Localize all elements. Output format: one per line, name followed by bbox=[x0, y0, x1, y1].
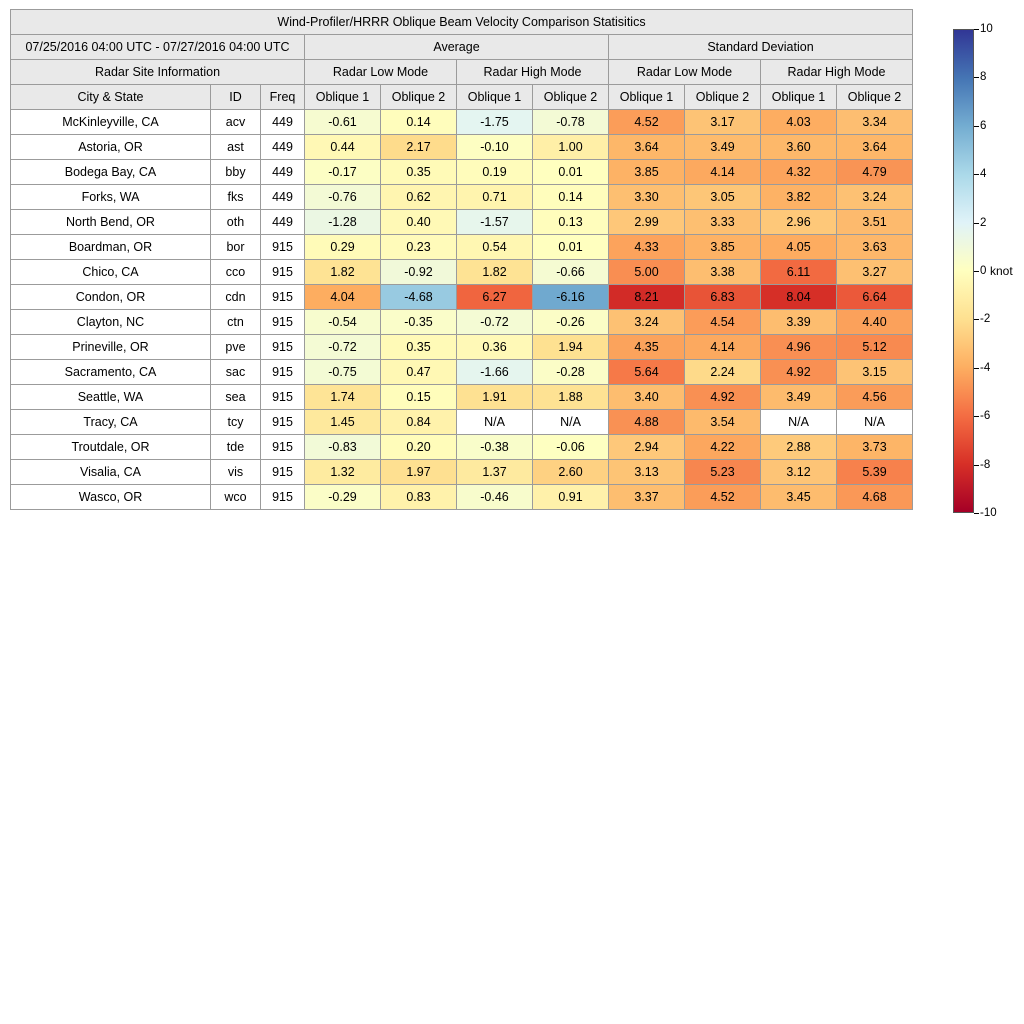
cell-value: -0.38 bbox=[457, 435, 533, 460]
cell-value: 3.15 bbox=[837, 360, 913, 385]
cell-value: 1.00 bbox=[533, 135, 609, 160]
cell-freq: 915 bbox=[261, 335, 305, 360]
cell-value: 0.62 bbox=[381, 185, 457, 210]
cell-value: -0.54 bbox=[305, 310, 381, 335]
cell-value: 6.64 bbox=[837, 285, 913, 310]
cell-value: 4.40 bbox=[837, 310, 913, 335]
cell-value: 3.13 bbox=[609, 460, 685, 485]
cell-value: 0.01 bbox=[533, 160, 609, 185]
table-row bbox=[11, 310, 913, 335]
cell-value: 3.49 bbox=[685, 135, 761, 160]
cell-city: Forks, WA bbox=[11, 185, 211, 210]
cell-value: 3.85 bbox=[609, 160, 685, 185]
column-header-avg-high-o1: Oblique 1 bbox=[457, 85, 533, 110]
table-row bbox=[11, 410, 913, 435]
cell-value: 4.88 bbox=[609, 410, 685, 435]
cell-freq: 915 bbox=[261, 285, 305, 310]
mode-header-sd-high: Radar High Mode bbox=[761, 60, 913, 85]
cell-value: 0.20 bbox=[381, 435, 457, 460]
column-header-city: City & State bbox=[11, 85, 211, 110]
cell-value: 3.38 bbox=[685, 260, 761, 285]
cell-id: ctn bbox=[211, 310, 261, 335]
cell-value: 3.24 bbox=[609, 310, 685, 335]
table-row bbox=[11, 360, 913, 385]
cell-value: -4.68 bbox=[381, 285, 457, 310]
cell-value: 0.91 bbox=[533, 485, 609, 510]
colorbar-tick-label: 8 bbox=[980, 71, 987, 84]
cell-value: 3.27 bbox=[837, 260, 913, 285]
table-row bbox=[11, 285, 913, 310]
cell-value: 1.74 bbox=[305, 385, 381, 410]
cell-value: -0.29 bbox=[305, 485, 381, 510]
cell-id: vis bbox=[211, 460, 261, 485]
cell-value: 2.99 bbox=[609, 210, 685, 235]
cell-value: 1.94 bbox=[533, 335, 609, 360]
cell-value: N/A bbox=[761, 410, 837, 435]
cell-value: N/A bbox=[457, 410, 533, 435]
cell-id: oth bbox=[211, 210, 261, 235]
group-header-site-info: Radar Site Information bbox=[11, 60, 305, 85]
cell-value: 4.96 bbox=[761, 335, 837, 360]
cell-value: 4.68 bbox=[837, 485, 913, 510]
colorbar bbox=[953, 29, 974, 513]
table-row bbox=[11, 460, 913, 485]
cell-value: -0.10 bbox=[457, 135, 533, 160]
cell-value: -0.17 bbox=[305, 160, 381, 185]
cell-value: 3.60 bbox=[761, 135, 837, 160]
cell-value: 3.17 bbox=[685, 110, 761, 135]
cell-value: 0.44 bbox=[305, 135, 381, 160]
cell-value: 0.36 bbox=[457, 335, 533, 360]
cell-value: 3.30 bbox=[609, 185, 685, 210]
group-header-stddev: Standard Deviation bbox=[609, 35, 913, 60]
cell-value: 8.21 bbox=[609, 285, 685, 310]
page-title: Wind-Profiler/HRRR Oblique Beam Velocity Comparison Statisitics bbox=[11, 10, 913, 35]
colorbar-tick-label: 6 bbox=[980, 119, 987, 132]
cell-freq: 915 bbox=[261, 435, 305, 460]
colorbar-tick-label: 2 bbox=[980, 216, 987, 229]
cell-value: 2.24 bbox=[685, 360, 761, 385]
mode-header-avg-low: Radar Low Mode bbox=[305, 60, 457, 85]
table-row bbox=[11, 110, 913, 135]
colorbar-tick-label: 10 bbox=[980, 23, 993, 35]
cell-value: 6.83 bbox=[685, 285, 761, 310]
cell-value: 0.13 bbox=[533, 210, 609, 235]
cell-value: 0.29 bbox=[305, 235, 381, 260]
colorbar-label: knot bbox=[990, 264, 1013, 278]
cell-value: 3.12 bbox=[761, 460, 837, 485]
cell-value: -0.76 bbox=[305, 185, 381, 210]
statistics-table bbox=[10, 9, 913, 510]
column-header-row bbox=[11, 85, 913, 110]
period-label: 07/25/2016 04:00 UTC - 07/27/2016 04:00 UTC bbox=[11, 35, 305, 60]
cell-value: 0.35 bbox=[381, 335, 457, 360]
cell-value: 1.45 bbox=[305, 410, 381, 435]
cell-value: 0.83 bbox=[381, 485, 457, 510]
cell-freq: 915 bbox=[261, 385, 305, 410]
cell-value: -0.35 bbox=[381, 310, 457, 335]
table-row bbox=[11, 210, 913, 235]
cell-id: cdn bbox=[211, 285, 261, 310]
cell-city: Visalia, CA bbox=[11, 460, 211, 485]
cell-value: 2.60 bbox=[533, 460, 609, 485]
cell-id: cco bbox=[211, 260, 261, 285]
cell-value: -0.72 bbox=[457, 310, 533, 335]
colorbar-tick-label: -8 bbox=[980, 458, 991, 471]
cell-city: Troutdale, OR bbox=[11, 435, 211, 460]
cell-value: 0.54 bbox=[457, 235, 533, 260]
cell-value: 4.04 bbox=[305, 285, 381, 310]
column-header-sd-low-o1: Oblique 1 bbox=[609, 85, 685, 110]
cell-freq: 915 bbox=[261, 235, 305, 260]
table-row bbox=[11, 185, 913, 210]
cell-value: 4.92 bbox=[761, 360, 837, 385]
cell-value: 3.54 bbox=[685, 410, 761, 435]
cell-id: bor bbox=[211, 235, 261, 260]
cell-city: Astoria, OR bbox=[11, 135, 211, 160]
cell-freq: 449 bbox=[261, 185, 305, 210]
cell-city: Seattle, WA bbox=[11, 385, 211, 410]
cell-city: Boardman, OR bbox=[11, 235, 211, 260]
cell-value: 1.82 bbox=[305, 260, 381, 285]
cell-id: ast bbox=[211, 135, 261, 160]
cell-freq: 449 bbox=[261, 210, 305, 235]
colorbar-tick-label: 0 bbox=[980, 265, 987, 277]
cell-value: -0.83 bbox=[305, 435, 381, 460]
table-row bbox=[11, 260, 913, 285]
cell-value: 3.64 bbox=[837, 135, 913, 160]
cell-value: 3.34 bbox=[837, 110, 913, 135]
cell-value: 6.11 bbox=[761, 260, 837, 285]
cell-value: 3.85 bbox=[685, 235, 761, 260]
cell-freq: 449 bbox=[261, 135, 305, 160]
column-header-sd-high-o1: Oblique 1 bbox=[761, 85, 837, 110]
cell-value: 3.24 bbox=[837, 185, 913, 210]
cell-value: -1.75 bbox=[457, 110, 533, 135]
cell-value: 1.88 bbox=[533, 385, 609, 410]
cell-city: Prineville, OR bbox=[11, 335, 211, 360]
cell-value: 3.39 bbox=[761, 310, 837, 335]
cell-value: 5.00 bbox=[609, 260, 685, 285]
cell-value: -0.28 bbox=[533, 360, 609, 385]
cell-value: 4.54 bbox=[685, 310, 761, 335]
cell-city: Clayton, NC bbox=[11, 310, 211, 335]
cell-value: 4.79 bbox=[837, 160, 913, 185]
cell-value: 0.47 bbox=[381, 360, 457, 385]
cell-value: -0.92 bbox=[381, 260, 457, 285]
cell-value: 3.37 bbox=[609, 485, 685, 510]
cell-city: Sacramento, CA bbox=[11, 360, 211, 385]
column-header-sd-low-o2: Oblique 2 bbox=[685, 85, 761, 110]
cell-id: sac bbox=[211, 360, 261, 385]
cell-value: 0.01 bbox=[533, 235, 609, 260]
table-row bbox=[11, 485, 913, 510]
cell-value: 1.32 bbox=[305, 460, 381, 485]
table-row bbox=[11, 435, 913, 460]
cell-value: 2.17 bbox=[381, 135, 457, 160]
table-title-row bbox=[11, 10, 913, 35]
cell-value: 4.32 bbox=[761, 160, 837, 185]
cell-freq: 915 bbox=[261, 310, 305, 335]
cell-value: 2.88 bbox=[761, 435, 837, 460]
cell-value: 0.15 bbox=[381, 385, 457, 410]
column-header-freq: Freq bbox=[261, 85, 305, 110]
cell-id: fks bbox=[211, 185, 261, 210]
cell-value: 0.14 bbox=[381, 110, 457, 135]
table-row bbox=[11, 235, 913, 260]
cell-value: -0.78 bbox=[533, 110, 609, 135]
cell-value: 0.14 bbox=[533, 185, 609, 210]
cell-city: Tracy, CA bbox=[11, 410, 211, 435]
cell-id: tde bbox=[211, 435, 261, 460]
cell-value: 4.14 bbox=[685, 335, 761, 360]
cell-value: 3.05 bbox=[685, 185, 761, 210]
cell-value: 0.40 bbox=[381, 210, 457, 235]
cell-value: 4.22 bbox=[685, 435, 761, 460]
cell-id: acv bbox=[211, 110, 261, 135]
cell-value: 3.82 bbox=[761, 185, 837, 210]
colorbar-tick-label: -6 bbox=[980, 410, 991, 423]
cell-value: 5.23 bbox=[685, 460, 761, 485]
column-header-avg-low-o2: Oblique 2 bbox=[381, 85, 457, 110]
cell-city: Bodega Bay, CA bbox=[11, 160, 211, 185]
column-header-sd-high-o2: Oblique 2 bbox=[837, 85, 913, 110]
cell-value: -1.57 bbox=[457, 210, 533, 235]
cell-value: 0.71 bbox=[457, 185, 533, 210]
cell-value: 3.64 bbox=[609, 135, 685, 160]
cell-value: 4.35 bbox=[609, 335, 685, 360]
cell-value: 0.23 bbox=[381, 235, 457, 260]
cell-city: North Bend, OR bbox=[11, 210, 211, 235]
cell-value: 3.49 bbox=[761, 385, 837, 410]
group-header-row bbox=[11, 35, 913, 60]
cell-value: 3.73 bbox=[837, 435, 913, 460]
cell-value: 4.33 bbox=[609, 235, 685, 260]
mode-header-avg-high: Radar High Mode bbox=[457, 60, 609, 85]
cell-value: 1.82 bbox=[457, 260, 533, 285]
column-header-avg-high-o2: Oblique 2 bbox=[533, 85, 609, 110]
cell-value: 3.40 bbox=[609, 385, 685, 410]
cell-value: 4.03 bbox=[761, 110, 837, 135]
cell-value: -1.28 bbox=[305, 210, 381, 235]
cell-freq: 915 bbox=[261, 410, 305, 435]
cell-value: 5.12 bbox=[837, 335, 913, 360]
cell-value: 5.64 bbox=[609, 360, 685, 385]
cell-value: -0.66 bbox=[533, 260, 609, 285]
cell-freq: 915 bbox=[261, 485, 305, 510]
cell-id: pve bbox=[211, 335, 261, 360]
table-row bbox=[11, 335, 913, 360]
cell-value: 3.45 bbox=[761, 485, 837, 510]
cell-value: N/A bbox=[837, 410, 913, 435]
colorbar-tick-label: -2 bbox=[980, 313, 991, 326]
cell-value: 6.27 bbox=[457, 285, 533, 310]
cell-value: -6.16 bbox=[533, 285, 609, 310]
cell-value: 0.35 bbox=[381, 160, 457, 185]
cell-value: -0.26 bbox=[533, 310, 609, 335]
cell-value: 0.19 bbox=[457, 160, 533, 185]
cell-value: 4.14 bbox=[685, 160, 761, 185]
column-header-avg-low-o1: Oblique 1 bbox=[305, 85, 381, 110]
table-row bbox=[11, 385, 913, 410]
cell-value: N/A bbox=[533, 410, 609, 435]
cell-id: sea bbox=[211, 385, 261, 410]
cell-id: bby bbox=[211, 160, 261, 185]
cell-freq: 915 bbox=[261, 360, 305, 385]
cell-value: 4.05 bbox=[761, 235, 837, 260]
cell-value: -0.75 bbox=[305, 360, 381, 385]
cell-value: 2.94 bbox=[609, 435, 685, 460]
cell-city: Wasco, OR bbox=[11, 485, 211, 510]
cell-value: -0.72 bbox=[305, 335, 381, 360]
mode-header-row bbox=[11, 60, 913, 85]
column-header-id: ID bbox=[211, 85, 261, 110]
cell-value: -0.61 bbox=[305, 110, 381, 135]
cell-value: -0.06 bbox=[533, 435, 609, 460]
table-row bbox=[11, 135, 913, 160]
cell-value: 4.92 bbox=[685, 385, 761, 410]
cell-id: wco bbox=[211, 485, 261, 510]
colorbar-tick-label: -10 bbox=[980, 507, 997, 519]
cell-value: 5.39 bbox=[837, 460, 913, 485]
cell-value: 1.97 bbox=[381, 460, 457, 485]
cell-freq: 915 bbox=[261, 260, 305, 285]
cell-freq: 449 bbox=[261, 160, 305, 185]
cell-id: tcy bbox=[211, 410, 261, 435]
colorbar-tick-label: 4 bbox=[980, 168, 987, 181]
table-row bbox=[11, 160, 913, 185]
colorbar-tick-label: -4 bbox=[980, 361, 991, 374]
mode-header-sd-low: Radar Low Mode bbox=[609, 60, 761, 85]
cell-value: 4.52 bbox=[685, 485, 761, 510]
cell-value: 1.37 bbox=[457, 460, 533, 485]
cell-value: 4.56 bbox=[837, 385, 913, 410]
table-body bbox=[11, 110, 913, 510]
group-header-average: Average bbox=[305, 35, 609, 60]
cell-value: 0.84 bbox=[381, 410, 457, 435]
cell-value: -1.66 bbox=[457, 360, 533, 385]
cell-value: 1.91 bbox=[457, 385, 533, 410]
cell-value: 2.96 bbox=[761, 210, 837, 235]
cell-freq: 915 bbox=[261, 460, 305, 485]
cell-value: 4.52 bbox=[609, 110, 685, 135]
cell-value: 3.51 bbox=[837, 210, 913, 235]
cell-value: 3.33 bbox=[685, 210, 761, 235]
cell-city: Chico, CA bbox=[11, 260, 211, 285]
cell-freq: 449 bbox=[261, 110, 305, 135]
cell-city: Condon, OR bbox=[11, 285, 211, 310]
cell-value: 3.63 bbox=[837, 235, 913, 260]
cell-value: 8.04 bbox=[761, 285, 837, 310]
cell-value: -0.46 bbox=[457, 485, 533, 510]
cell-city: McKinleyville, CA bbox=[11, 110, 211, 135]
